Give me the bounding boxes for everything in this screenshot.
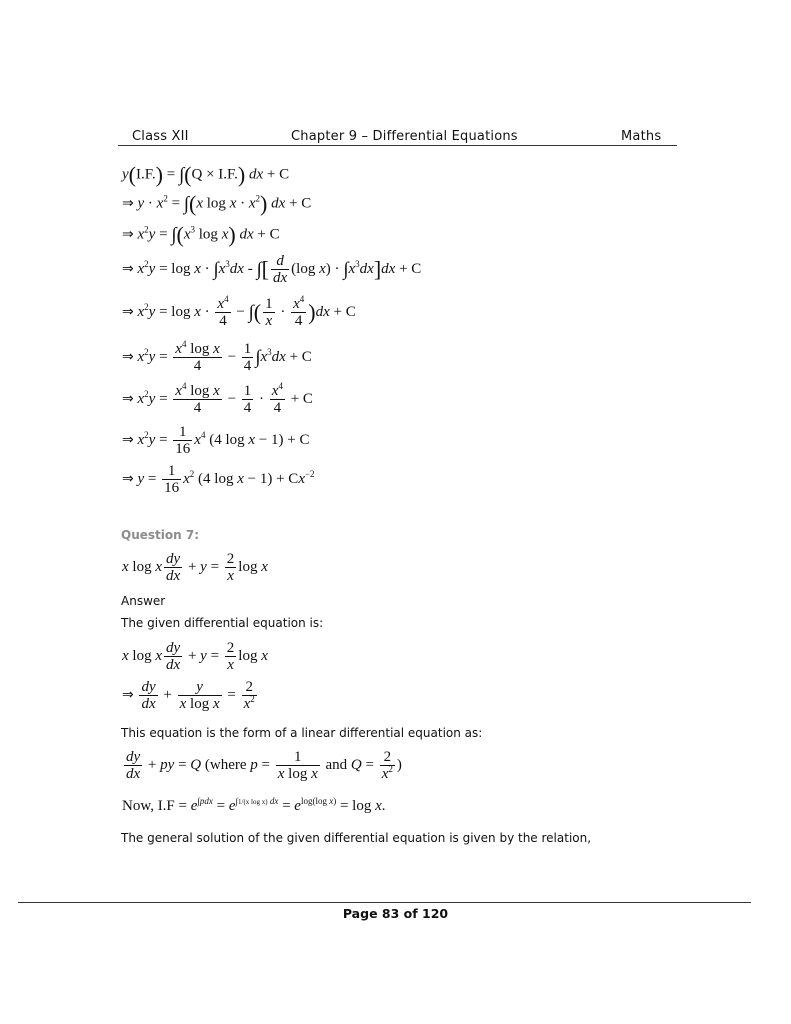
equation-line-2: ⇒ $y \cdot x^2 = \int(x$ $\log x \cdot x^2$) dx + C <box>122 191 312 216</box>
and-text: and <box>325 756 348 773</box>
question-equation: x log x $\frac{dy}{dx}$ + y = $\frac{2}{x}$ log x <box>122 551 268 584</box>
integrating-factor-equation: Now, $I.F = e^{\int pdx} = e^{\int 1/(x log x) dx} = e^{log(log x)} = \log x$. <box>122 796 386 814</box>
given-equation: x log x $\frac{dy}{dx}$ + y = $\frac{2}{x}$ log x <box>122 640 268 673</box>
equation-line-6: ⇒ $x^2y$ = $\frac{x^4 \log x}{4}$ − $\frac{1}{4}$ $\int x^3dx + C$ <box>122 339 312 374</box>
equation-line-4: ⇒ $x^2y = \log x \cdot \int x^3dx$ - ∫[ $\frac{d}{dx}$ (log $x) \cdot \int x^3dx]dx + C$ <box>122 253 422 286</box>
equation-line-1: y(I.F.) = ∫(Q × I.F.) dx + C <box>122 162 290 187</box>
equation-line-8: ⇒ $x^2y$ = $\frac{1}{16}$ $x^4$ (4 log x − 1) + C <box>122 424 310 457</box>
answer-label: Answer <box>121 594 166 608</box>
header-chapter: Chapter 9 – Differential Equations <box>291 129 518 144</box>
page-number: Page 83 of 120 <box>342 906 449 921</box>
form-text: This equation is the form of a linear differential equation as: <box>121 726 483 740</box>
header-class: Class XII <box>132 129 189 144</box>
question-title: Question 7: <box>121 528 199 542</box>
header-subject: Maths <box>621 129 662 144</box>
intro-text: The given differential equation is: <box>121 616 324 630</box>
solution-text: The general solution of the given differential equation is given by the relation, <box>121 831 592 845</box>
equation-line-5: ⇒ $x^2y = \log x$ · $\frac{x^4}{4}$ − ∫( $\frac{1}{x}$ · $\frac{x^4}{4}$ )dx + C <box>122 294 356 329</box>
where-text: (where <box>204 756 247 773</box>
header-divider <box>118 145 677 146</box>
linear-form-equation: $\frac{dy}{dx}$ + py = Q (where p = $\frac{1}{\text{x log x}}$ and Q = $\frac{2}{x^2}$ ) <box>126 749 402 782</box>
standard-form-equation: ⇒ $\frac{dy}{dx}$ + $\frac{y}{\text{x log x}}$ = $\frac{2}{x^2}$ <box>122 679 255 712</box>
footer-divider <box>18 902 751 903</box>
equation-line-3: ⇒ $x^2y = \int(x^3$ log x) dx + C <box>122 222 280 247</box>
equation-line-7: ⇒ $x^2y$ = $\frac{x^4 \log x}{4}$ − $\frac{1}{4}$ · $\frac{x^4}{4}$ + C <box>122 381 313 416</box>
now-text: Now, I.F <box>122 798 175 814</box>
equation-line-9: ⇒ y = $\frac{1}{16}$ $x^2$ (4 $\log x - 1) + Cx^{-2}$ <box>122 463 315 496</box>
